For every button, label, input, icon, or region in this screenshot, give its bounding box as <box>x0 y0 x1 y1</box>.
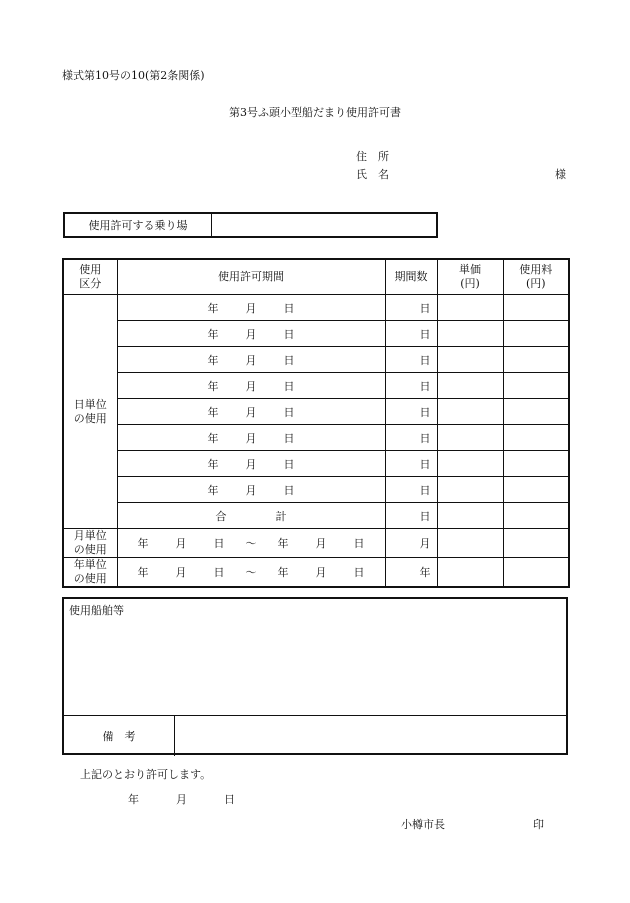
table-row <box>63 373 569 399</box>
unit-price-cell[interactable] <box>437 399 503 425</box>
usage-table <box>62 258 570 588</box>
fee-cell[interactable] <box>503 399 569 425</box>
period-range-cell[interactable]: 年 月 日 ～ 年 月 日 <box>117 529 385 558</box>
count-cell[interactable]: 日 <box>385 373 437 399</box>
pier-label: 使用許可する乗り場 <box>65 214 212 236</box>
period-cell[interactable]: 年 月 日 <box>117 477 385 503</box>
unit-price-cell[interactable] <box>437 425 503 451</box>
fee-cell[interactable] <box>503 451 569 477</box>
remarks-row <box>64 715 566 756</box>
period-cell[interactable]: 年 月 日 <box>117 451 385 477</box>
fee-cell[interactable] <box>503 295 569 321</box>
count-cell[interactable]: 月 <box>385 529 437 558</box>
name-label: 氏 名 <box>356 168 389 181</box>
table-row <box>63 477 569 503</box>
yearly-row <box>63 558 569 588</box>
unit-price-cell[interactable] <box>437 558 503 588</box>
unit-price-cell[interactable] <box>437 451 503 477</box>
count-cell[interactable]: 日 <box>385 503 437 529</box>
issuer: 小樽市長 <box>401 818 445 831</box>
period-range-cell[interactable]: 年 月 日 ～ 年 月 日 <box>117 558 385 588</box>
count-cell[interactable]: 日 <box>385 451 437 477</box>
form-number: 様式第10号の10(第2条関係) <box>62 69 205 82</box>
unit-price-cell[interactable] <box>437 321 503 347</box>
period-cell[interactable]: 年 月 日 <box>117 321 385 347</box>
header-count: 期間数 <box>385 259 437 295</box>
count-cell[interactable]: 日 <box>385 477 437 503</box>
fee-cell[interactable] <box>503 425 569 451</box>
fee-cell[interactable] <box>503 373 569 399</box>
unit-price-cell[interactable] <box>437 373 503 399</box>
header-unit-price: 単価 (円) <box>437 259 503 295</box>
table-header-row <box>63 259 569 295</box>
honorific: 様 <box>555 168 566 181</box>
address-label: 住 所 <box>356 150 389 163</box>
total-label: 合 計 <box>117 503 385 529</box>
table-row <box>63 321 569 347</box>
approval-text: 上記のとおり許可します。 <box>80 768 212 781</box>
period-cell[interactable]: 年 月 日 <box>117 425 385 451</box>
count-cell[interactable]: 日 <box>385 347 437 373</box>
pier-box <box>63 212 438 238</box>
count-cell[interactable]: 日 <box>385 425 437 451</box>
seal: 印 <box>533 818 544 831</box>
count-cell[interactable]: 日 <box>385 399 437 425</box>
table-row <box>63 295 569 321</box>
count-cell[interactable]: 日 <box>385 321 437 347</box>
date-year: 年 <box>128 793 139 806</box>
fee-cell[interactable] <box>503 347 569 373</box>
monthly-row <box>63 529 569 558</box>
fee-cell[interactable] <box>503 477 569 503</box>
date-day: 日 <box>224 793 235 806</box>
table-row <box>63 451 569 477</box>
count-cell[interactable]: 年 <box>385 558 437 588</box>
remarks-label: 備 考 <box>64 716 175 756</box>
period-cell[interactable]: 年 月 日 <box>117 347 385 373</box>
count-cell[interactable]: 日 <box>385 295 437 321</box>
unit-price-cell[interactable] <box>437 295 503 321</box>
fee-cell[interactable] <box>503 503 569 529</box>
total-row <box>63 503 569 529</box>
unit-price-cell[interactable] <box>437 477 503 503</box>
fee-cell[interactable] <box>503 529 569 558</box>
header-fee: 使用料 (円) <box>503 259 569 295</box>
fee-cell[interactable] <box>503 321 569 347</box>
header-category: 使用 区分 <box>63 259 117 295</box>
period-cell[interactable]: 年 月 日 <box>117 399 385 425</box>
daily-label: 日単位 の使用 <box>63 295 117 529</box>
unit-price-cell[interactable] <box>437 529 503 558</box>
boat-label: 使用船舶等 <box>69 604 124 617</box>
period-cell[interactable]: 年 月 日 <box>117 295 385 321</box>
header-period: 使用許可期間 <box>117 259 385 295</box>
yearly-label: 年単位 の使用 <box>63 558 117 588</box>
fee-cell[interactable] <box>503 558 569 588</box>
table-row <box>63 347 569 373</box>
page-title: 第3号ふ頭小型船だまり使用許可書 <box>229 106 401 119</box>
period-cell[interactable]: 年 月 日 <box>117 373 385 399</box>
date-month: 月 <box>176 793 187 806</box>
boat-box <box>62 597 568 755</box>
unit-price-cell[interactable] <box>437 347 503 373</box>
unit-price-cell[interactable] <box>437 503 503 529</box>
table-row <box>63 399 569 425</box>
table-row <box>63 425 569 451</box>
monthly-label: 月単位 の使用 <box>63 529 117 558</box>
